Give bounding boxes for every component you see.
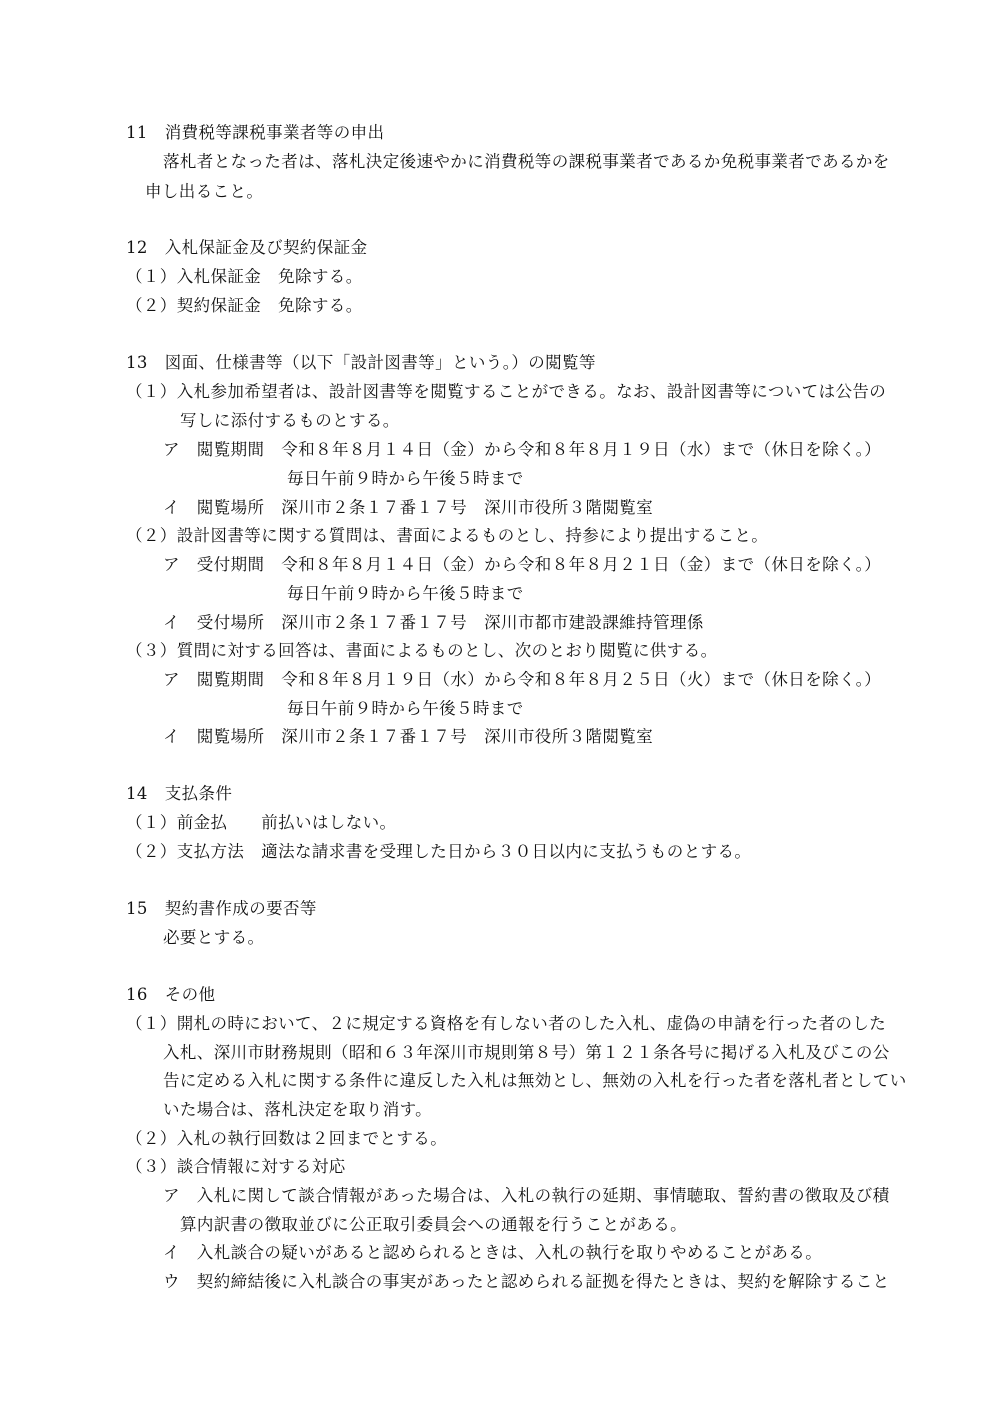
section-13-item-3: （３）質問に対する回答は、書面によるものとし、次のとおり閲覧に供する。	[126, 641, 718, 660]
section-16-item-1-line-3: 告に定める入札に関する条件に違反した入札は無効とし、無効の入札を行った者を落札者としてい	[163, 1071, 907, 1090]
section-14-heading: 14 支払条件	[126, 784, 233, 803]
section-16-item-1-line-4: いた場合は、落札決定を取り消す。	[163, 1100, 433, 1119]
section-11-body-line-2: 申し出ること。	[145, 182, 264, 201]
section-16-item-1-line-2: 入札、深川市財務規則（昭和６３年深川市規則第８号）第１２１条各号に掲げる入札及びこの公	[163, 1043, 890, 1062]
section-11-heading: 11 消費税等課税事業者等の申出	[126, 123, 385, 142]
section-13-item-3-b: イ 閲覧場所 深川市２条１７番１７号 深川市役所３階閲覧室	[163, 727, 654, 746]
section-13-item-1-b: イ 閲覧場所 深川市２条１７番１７号 深川市役所３階閲覧室	[163, 498, 654, 517]
section-16-heading: 16 その他	[126, 985, 216, 1004]
section-13-item-3-a-line-2: 毎日午前９時から午後５時まで	[287, 699, 524, 718]
section-12-item-2: （２）契約保証金 免除する。	[126, 296, 363, 315]
section-14-item-2: （２）支払方法 適法な請求書を受理した日から３０日以内に支払うものとする。	[126, 842, 752, 861]
section-11-body-line-1: 落札者となった者は、落札決定後速やかに消費税等の課税事業者であるか免税事業者であるかを	[163, 152, 890, 171]
section-13-item-2-b: イ 受付場所 深川市２条１７番１７号 深川市都市建設課維持管理係	[163, 613, 704, 632]
section-16-item-3-a-line-1: ア 入札に関して談合情報があった場合は、入札の執行の延期、事情聴取、誓約書の徴取及び積	[163, 1186, 890, 1205]
section-16-item-3-c: ウ 契約締結後に入札談合の事実があったと認められる証拠を得たときは、契約を解除すること	[163, 1272, 890, 1291]
section-16-item-1-line-1: （１）開札の時において、２に規定する資格を有しない者のした入札、虚偽の申請を行った者のした	[126, 1014, 887, 1033]
section-16-item-3: （３）談合情報に対する対応	[126, 1157, 346, 1176]
section-16-item-3-a-line-2: 算内訳書の徴取並びに公正取引委員会への通報を行うことがある。	[180, 1215, 687, 1234]
section-13-item-1-a-line-1: ア 閲覧期間 令和８年８月１４日（金）から令和８年８月１９日（水）まで（休日を除く。）	[163, 440, 882, 459]
section-13-item-1-a-line-2: 毎日午前９時から午後５時まで	[287, 469, 524, 488]
section-13-item-2-a-line-1: ア 受付期間 令和８年８月１４日（金）から令和８年８月２１日（金）まで（休日を除く。）	[163, 555, 882, 574]
section-13-item-3-a-line-1: ア 閲覧期間 令和８年８月１９日（水）から令和８年８月２５日（火）まで（休日を除く。）	[163, 670, 882, 689]
section-12-heading: 12 入札保証金及び契約保証金	[126, 238, 368, 257]
section-13-item-2: （２）設計図書等に関する質問は、書面によるものとし、持参により提出すること。	[126, 526, 769, 545]
section-13-item-1-line-1: （１）入札参加希望者は、設計図書等を閲覧することができる。なお、設計図書等については公告の	[126, 382, 887, 401]
section-14-item-1: （１）前金払 前払いはしない。	[126, 813, 397, 832]
section-13-item-2-a-line-2: 毎日午前９時から午後５時まで	[287, 584, 524, 603]
section-16-item-2: （２）入札の執行回数は２回までとする。	[126, 1129, 448, 1148]
section-16-item-3-b: イ 入札談合の疑いがあると認められるときは、入札の執行を取りやめることがある。	[163, 1243, 823, 1262]
section-13-heading: 13 図面、仕様書等（以下「設計図書等」という。）の閲覧等	[126, 353, 596, 372]
section-15-heading: 15 契約書作成の要否等	[126, 899, 317, 918]
section-12-item-1: （１）入札保証金 免除する。	[126, 267, 363, 286]
section-15-body: 必要とする。	[163, 928, 265, 947]
section-13-item-1-line-2: 写しに添付するものとする。	[180, 411, 400, 430]
